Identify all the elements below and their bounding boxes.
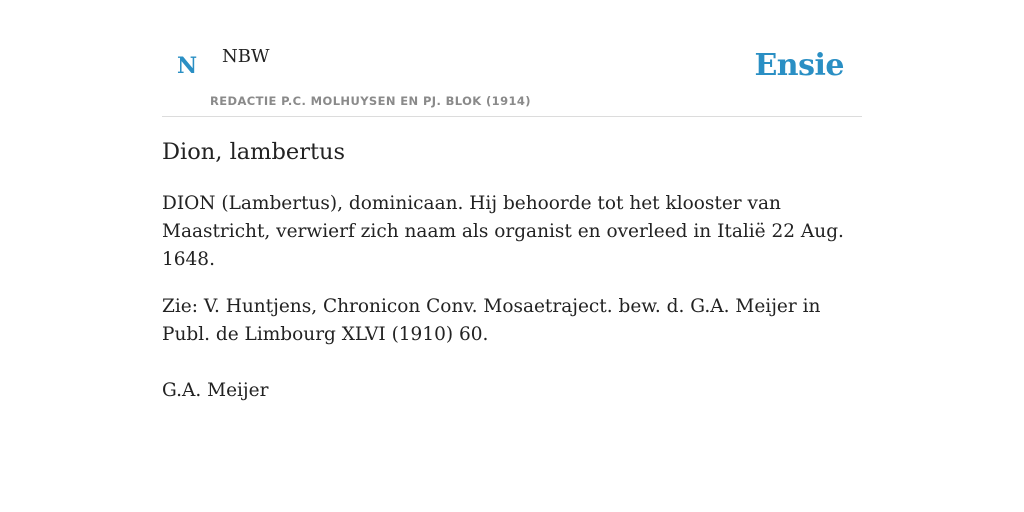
article-author: G.A. Meijer: [162, 380, 269, 402]
article-paragraph: DION (Lambertus), dominicaan. Hij behoorde tot het klooster van Maastricht, verwierf zich naam als organist en overleed in Italië 22 Aug. 1648.: [162, 193, 844, 271]
book-editors: REDACTIE P.C. MOLHUYSEN EN PJ. BLOK (1914): [210, 94, 531, 108]
ensie-logo[interactable]: Ensie: [754, 48, 844, 83]
article-body: [162, 138, 862, 405]
article-reference: Zie: V. Huntjens, Chronicon Conv. Mosaetraject. bew. d. G.A. Meijer in Publ. de Limbourg XLVI (1910) 60.: [162, 296, 821, 346]
book-title[interactable]: NBW: [222, 46, 270, 67]
page-header: [162, 0, 862, 117]
article-title: Dion, lambertus: [162, 139, 346, 165]
book-logo[interactable]: N: [177, 53, 198, 79]
